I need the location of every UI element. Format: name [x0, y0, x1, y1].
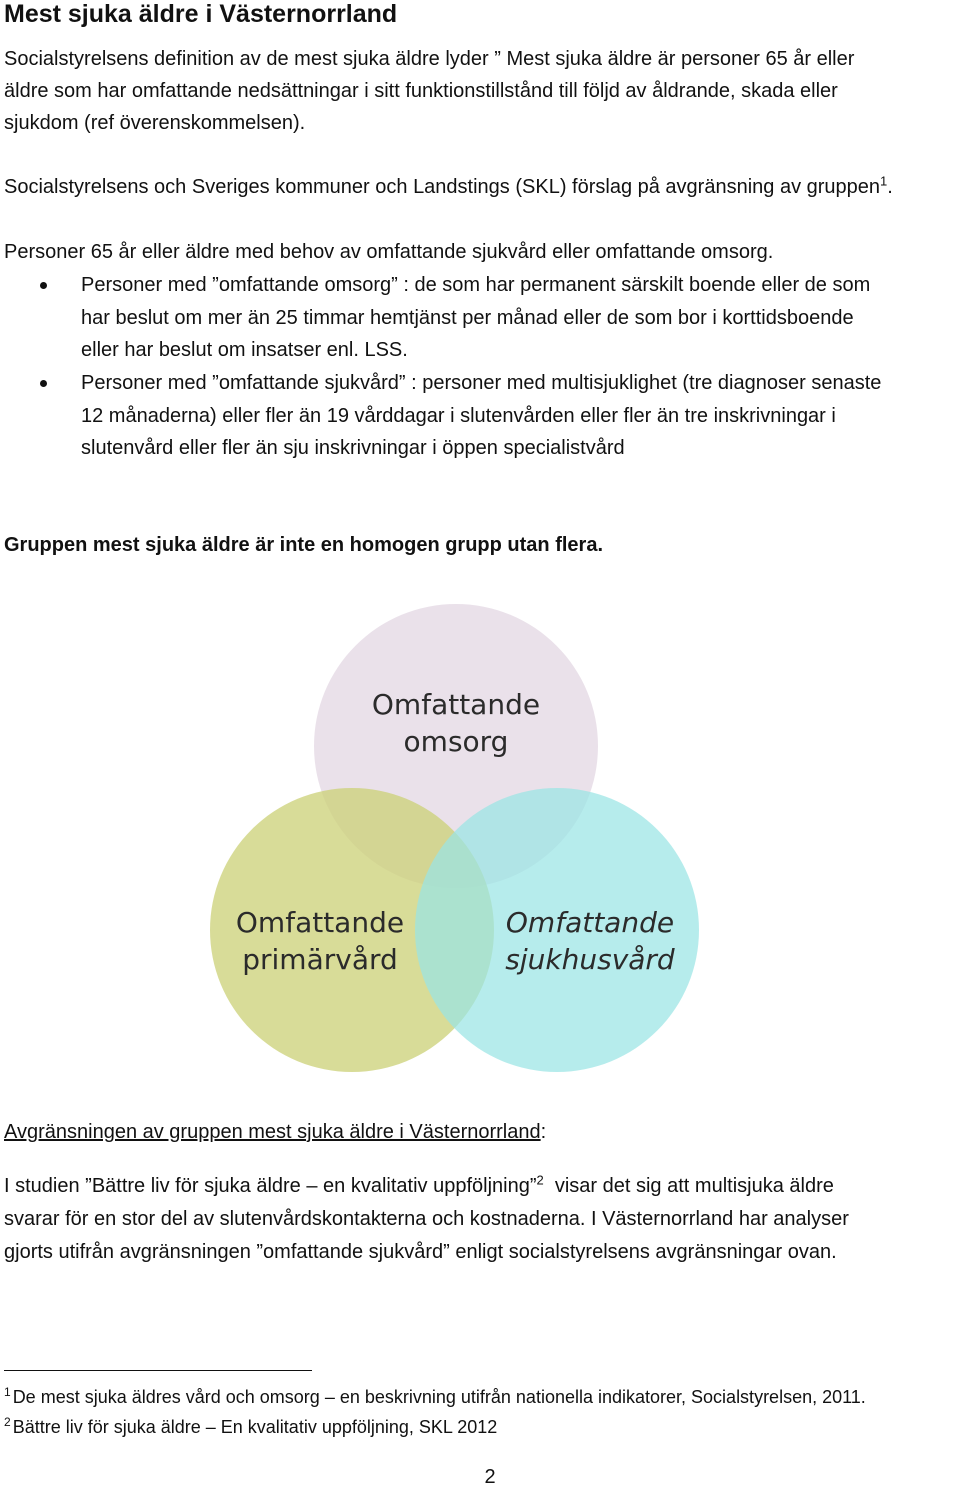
venn-label-omsorg-2: omsorg: [403, 725, 509, 758]
study-line-1a: I studien ”Bättre liv för sjuka äldre – en kvalitativ uppföljning”: [4, 1175, 537, 1197]
bullet-1-line-1: Personer med ”omfattande omsorg” : de som har permanent särskilt boende eller de som: [81, 274, 871, 296]
intro-line-2: äldre som har omfattande nedsättningar i sitt funktionstillstånd till följd av åldrande, skada eller: [4, 80, 838, 102]
delimitation-heading: [4, 1116, 954, 1148]
delimitation-title: Avgränsningen av gruppen mest sjuka äldre i Västernorrland: [4, 1121, 541, 1143]
study-line-2: svarar för en stor del av slutenvårdskontakterna och kostnaderna. I Västernorrland har analyser: [4, 1208, 849, 1230]
venn-label-sjukhusvard-1: Omfattande: [505, 906, 675, 939]
footnote-1-text: De mest sjuka äldres vård och omsorg – en beskrivning utifrån nationella indikatorer, Socialstyrelsen, 2011.: [12, 1387, 866, 1407]
skl-proposal-end: .: [887, 176, 893, 198]
venn-label-omsorg-1: Omfattande: [371, 688, 541, 721]
skl-proposal: [4, 171, 954, 203]
bullet-icon: [40, 282, 50, 292]
intro-line-3: sjukdom (ref överenskommelsen).: [4, 112, 306, 134]
footnote-2: [4, 1415, 954, 1439]
bullet-icon: [40, 380, 50, 390]
footnote-ref-1[interactable]: 1: [880, 173, 888, 189]
venn-diagram: [200, 600, 710, 1080]
page-title: Mest sjuka äldre i Västernorrland: [4, 0, 398, 28]
study-line-1b: visar det sig att multisjuka äldre: [543, 1175, 834, 1197]
footnote-2-text: Bättre liv för sjuka äldre – En kvalitativ uppföljning, SKL 2012: [12, 1417, 498, 1437]
group-statement: Gruppen mest sjuka äldre är inte en homogen grupp utan flera.: [4, 534, 603, 556]
bullet-2-line-2: 12 månaderna) eller fler än 19 vårddagar i slutenvården eller fler än tre inskrivningar i: [81, 405, 836, 427]
footnote-1: [4, 1385, 954, 1409]
footnote-2-number: 2: [4, 1415, 11, 1429]
study-line-1: [4, 1170, 954, 1202]
bullet-1-line-2: har beslut om mer än 25 timmar hemtjänst per månad eller de som bor i korttidsboende: [81, 307, 854, 329]
bullet-1-line-3: eller har beslut om insatser enl. LSS.: [81, 339, 408, 361]
page-number: 2: [484, 1466, 496, 1488]
venn-label-sjukhusvard-2: sjukhusvård: [505, 943, 675, 976]
skl-proposal-text: Socialstyrelsens och Sveriges kommuner och Landstings (SKL) förslag på avgränsning av gruppen: [4, 176, 881, 198]
bullet-2-line-3: slutenvård eller fler än sju inskrivningar i öppen specialistvård: [81, 437, 625, 459]
study-line-3: gjorts utifrån avgränsningen ”omfattande sjukvård” enligt socialstyrelsens avgränsningar ovan.: [4, 1241, 837, 1263]
bullet-2-line-1: Personer med ”omfattande sjukvård” : personer med multisjuklighet (tre diagnoser senaste: [81, 372, 882, 394]
criteria-lead: Personer 65 år eller äldre med behov av omfattande sjukvård eller omfattande omsorg.: [4, 241, 774, 263]
venn-label-primarvard-2: primärvård: [242, 943, 398, 976]
footnote-separator: [4, 1370, 312, 1371]
footnote-1-number: 1: [4, 1385, 11, 1399]
footnote-ref-2[interactable]: 2: [536, 1172, 544, 1188]
intro-line-1: Socialstyrelsens definition av de mest sjuka äldre lyder ” Mest sjuka äldre är personer 65 år eller: [4, 48, 855, 70]
venn-label-primarvard-1: Omfattande: [235, 906, 405, 939]
delimitation-colon: :: [540, 1121, 547, 1143]
